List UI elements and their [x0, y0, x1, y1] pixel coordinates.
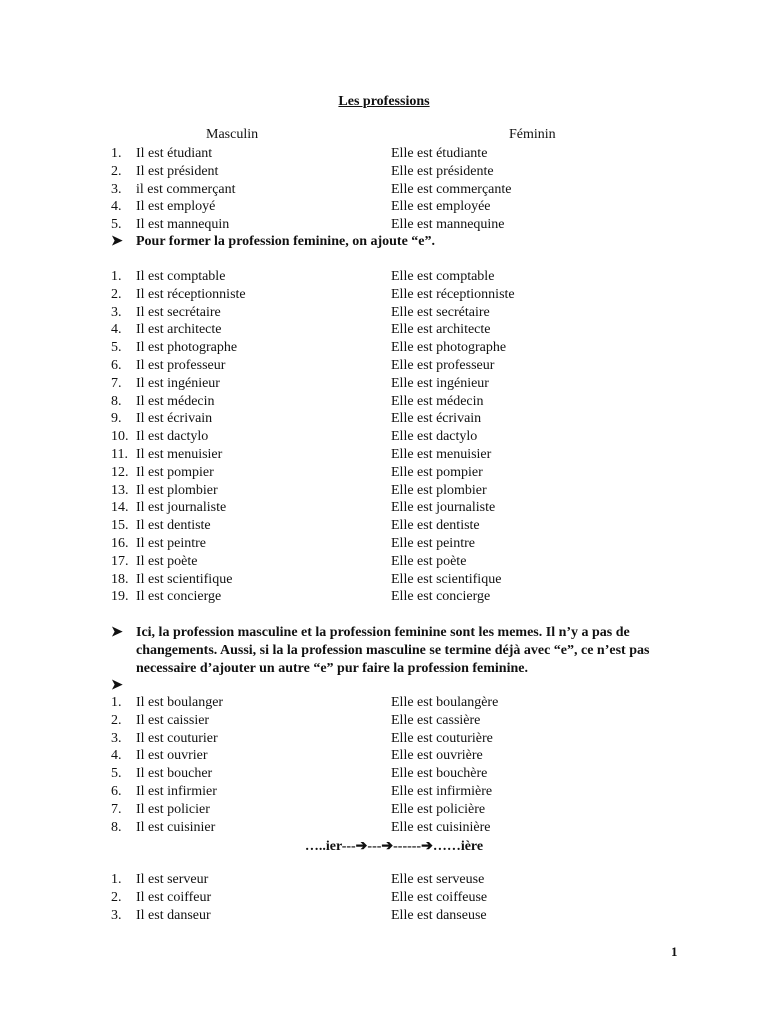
- list-item: [111, 198, 711, 216]
- ier-iere-rule: …..ier---➔---➔------➔……ière: [304, 839, 484, 854]
- masculine-form: Il est étudiant: [136, 146, 213, 161]
- feminine-form: Elle est mannequine: [391, 217, 505, 233]
- feminine-form: Elle est professeur: [391, 357, 495, 373]
- feminine-form: Elle est étudiante: [391, 146, 488, 161]
- item-number: 7.: [111, 375, 122, 391]
- item-number: 5.: [111, 340, 122, 356]
- masculine-form: Il est policier: [136, 801, 210, 817]
- list-item: [111, 747, 711, 765]
- page-title: Les professions: [338, 94, 430, 109]
- feminine-form: Elle est comptable: [391, 269, 495, 284]
- masculine-form: Il est menuisier: [136, 446, 223, 462]
- item-number: 3.: [111, 181, 122, 197]
- feminine-form: Elle est présidente: [391, 163, 494, 179]
- feminine-form: Elle est danseuse: [391, 907, 487, 923]
- masculine-form: Il est cuisinier: [136, 819, 216, 835]
- list-item: [111, 571, 711, 589]
- list-item: [111, 375, 711, 393]
- list-item: [111, 482, 711, 500]
- feminine-form: Elle est peintre: [391, 535, 475, 551]
- list-item: [111, 517, 711, 535]
- item-number: 2.: [111, 163, 122, 179]
- item-number: 17.: [111, 553, 129, 569]
- feminine-form: Elle est couturière: [391, 730, 493, 746]
- header-masculin: Masculin: [206, 127, 259, 142]
- arrow-bullet-icon: ➤: [111, 234, 123, 249]
- list-item: [111, 339, 711, 357]
- feminine-form: Elle est plombier: [391, 482, 487, 498]
- item-number: 1.: [111, 146, 122, 161]
- masculine-form: Il est scientifique: [136, 571, 233, 587]
- item-number: 1.: [111, 269, 122, 284]
- list-item: [111, 357, 711, 375]
- masculine-form: Il est président: [136, 163, 219, 179]
- masculine-form: Il est peintre: [136, 535, 206, 551]
- list-item: [111, 428, 711, 446]
- masculine-form: Il est caissier: [136, 712, 210, 728]
- masculine-form: Il est plombier: [136, 482, 218, 498]
- feminine-form: Elle est dactylo: [391, 429, 478, 445]
- item-number: 2.: [111, 889, 122, 905]
- masculine-form: Il est employé: [136, 199, 216, 215]
- note-text: Ici, la profession masculine et la profession feminine sont les memes. Il n’y a pas de changements. Aussi, si la la profession masculine se termine déjà avec “e”, ce n’est pas necessaire d’ajouter un autre “e” pur faire la profession feminine.: [136, 625, 650, 676]
- item-number: 14.: [111, 500, 129, 516]
- masculine-form: Il est mannequin: [136, 217, 230, 233]
- masculine-form: Il est professeur: [136, 357, 226, 373]
- feminine-form: Elle est infirmière: [391, 783, 493, 799]
- feminine-form: Elle est bouchère: [391, 766, 488, 782]
- list-item: [111, 268, 711, 286]
- feminine-form: Elle est scientifique: [391, 571, 502, 587]
- item-number: 3.: [111, 730, 122, 746]
- masculine-form: Il est réceptionniste: [136, 286, 246, 302]
- masculine-form: Il est boucher: [136, 766, 213, 782]
- masculine-form: Il est boulanger: [136, 695, 224, 710]
- item-number: 8.: [111, 393, 122, 409]
- feminine-form: Elle est serveuse: [391, 872, 485, 887]
- list-item: [111, 907, 711, 925]
- item-number: 4.: [111, 748, 122, 764]
- list-item: [111, 393, 711, 411]
- page-number: 1: [671, 944, 678, 959]
- feminine-form: Elle est architecte: [391, 322, 491, 338]
- item-number: 4.: [111, 199, 122, 215]
- list-item: [111, 765, 711, 783]
- feminine-form: Elle est réceptionniste: [391, 286, 515, 302]
- item-number: 7.: [111, 801, 122, 817]
- list-group-4: [111, 871, 711, 924]
- masculine-form: Il est architecte: [136, 322, 222, 338]
- list-item: [111, 410, 711, 428]
- feminine-form: Elle est commerçante: [391, 181, 512, 197]
- item-number: 8.: [111, 819, 122, 835]
- masculine-form: Il est écrivain: [136, 411, 213, 427]
- feminine-form: Elle est policière: [391, 801, 486, 817]
- list-item: [111, 553, 711, 571]
- feminine-form: Elle est médecin: [391, 393, 484, 409]
- item-number: 19.: [111, 589, 129, 605]
- list-item: [111, 819, 711, 837]
- list-item: [111, 145, 711, 163]
- masculine-form: Il est pompier: [136, 464, 214, 480]
- item-number: 11.: [111, 446, 128, 462]
- list-item: [111, 535, 711, 553]
- masculine-form: Il est coiffeur: [136, 889, 212, 905]
- masculine-form: Il est infirmier: [136, 783, 217, 799]
- note-text: Pour former la profession feminine, on ajoute “e”.: [136, 234, 436, 249]
- list-item: [111, 730, 711, 748]
- masculine-form: Il est poète: [136, 553, 198, 569]
- item-number: 4.: [111, 322, 122, 338]
- masculine-form: Il est comptable: [136, 269, 226, 284]
- header-feminin: Féminin: [509, 127, 556, 142]
- list-group-1: [111, 145, 711, 234]
- item-number: 2.: [111, 712, 122, 728]
- list-item: [111, 871, 711, 889]
- item-number: 6.: [111, 783, 122, 799]
- list-item: [111, 889, 711, 907]
- list-item: [111, 464, 711, 482]
- list-item: [111, 588, 711, 606]
- item-number: 9.: [111, 411, 122, 427]
- masculine-form: Il est dentiste: [136, 518, 211, 534]
- feminine-form: Elle est employée: [391, 199, 491, 215]
- feminine-form: Elle est cassière: [391, 712, 481, 728]
- feminine-form: Elle est boulangère: [391, 695, 499, 710]
- masculine-form: Il est ouvrier: [136, 748, 208, 764]
- item-number: 1.: [111, 695, 122, 710]
- feminine-form: Elle est écrivain: [391, 411, 482, 427]
- feminine-form: Elle est photographe: [391, 340, 507, 356]
- masculine-form: Il est secrétaire: [136, 304, 221, 320]
- masculine-form: Il est dactylo: [136, 429, 209, 445]
- item-number: 18.: [111, 571, 129, 587]
- feminine-form: Elle est journaliste: [391, 500, 496, 516]
- feminine-form: Elle est coiffeuse: [391, 889, 488, 905]
- list-item: [111, 304, 711, 322]
- item-number: 5.: [111, 217, 122, 233]
- arrow-bullet-icon: ➤: [111, 678, 123, 693]
- feminine-form: Elle est poète: [391, 553, 467, 569]
- list-item: [111, 286, 711, 304]
- masculine-form: Il est journaliste: [136, 500, 227, 516]
- masculine-form: Il est photographe: [136, 340, 238, 356]
- masculine-form: Il est ingénieur: [136, 375, 220, 391]
- item-number: 1.: [111, 872, 122, 887]
- item-number: 12.: [111, 464, 129, 480]
- masculine-form: Il est couturier: [136, 730, 218, 746]
- feminine-form: Elle est menuisier: [391, 446, 492, 462]
- list-item: [111, 216, 711, 234]
- list-item: [111, 321, 711, 339]
- item-number: 10.: [111, 429, 129, 445]
- item-number: 15.: [111, 518, 129, 534]
- list-item: [111, 694, 711, 712]
- masculine-form: Il est danseur: [136, 907, 211, 923]
- list-item: [111, 499, 711, 517]
- feminine-form: Elle est ingénieur: [391, 375, 489, 391]
- masculine-form: Il est concierge: [136, 589, 222, 605]
- item-number: 16.: [111, 535, 129, 551]
- list-item: [111, 446, 711, 464]
- feminine-form: Elle est dentiste: [391, 518, 480, 534]
- note-rule-add-e: [111, 233, 681, 251]
- list-group-2: [111, 268, 711, 606]
- list-item: [111, 783, 711, 801]
- feminine-form: Elle est cuisinière: [391, 819, 491, 835]
- item-number: 5.: [111, 766, 122, 782]
- arrow-bullet-icon: ➤: [111, 625, 123, 640]
- masculine-form: Il est médecin: [136, 393, 215, 409]
- item-number: 3.: [111, 907, 122, 923]
- list-item: [111, 181, 711, 199]
- item-number: 6.: [111, 357, 122, 373]
- feminine-form: Elle est ouvrière: [391, 748, 483, 764]
- feminine-form: Elle est concierge: [391, 589, 491, 605]
- masculine-form: il est commerçant: [136, 181, 236, 197]
- masculine-form: Il est serveur: [136, 872, 209, 887]
- item-number: 13.: [111, 482, 129, 498]
- list-item: [111, 801, 711, 819]
- item-number: 2.: [111, 286, 122, 302]
- list-item: [111, 712, 711, 730]
- list-group-3: [111, 694, 711, 836]
- item-number: 3.: [111, 304, 122, 320]
- feminine-form: Elle est pompier: [391, 464, 483, 480]
- list-item: [111, 163, 711, 181]
- feminine-form: Elle est secrétaire: [391, 304, 490, 320]
- note-same-profession: [111, 624, 681, 678]
